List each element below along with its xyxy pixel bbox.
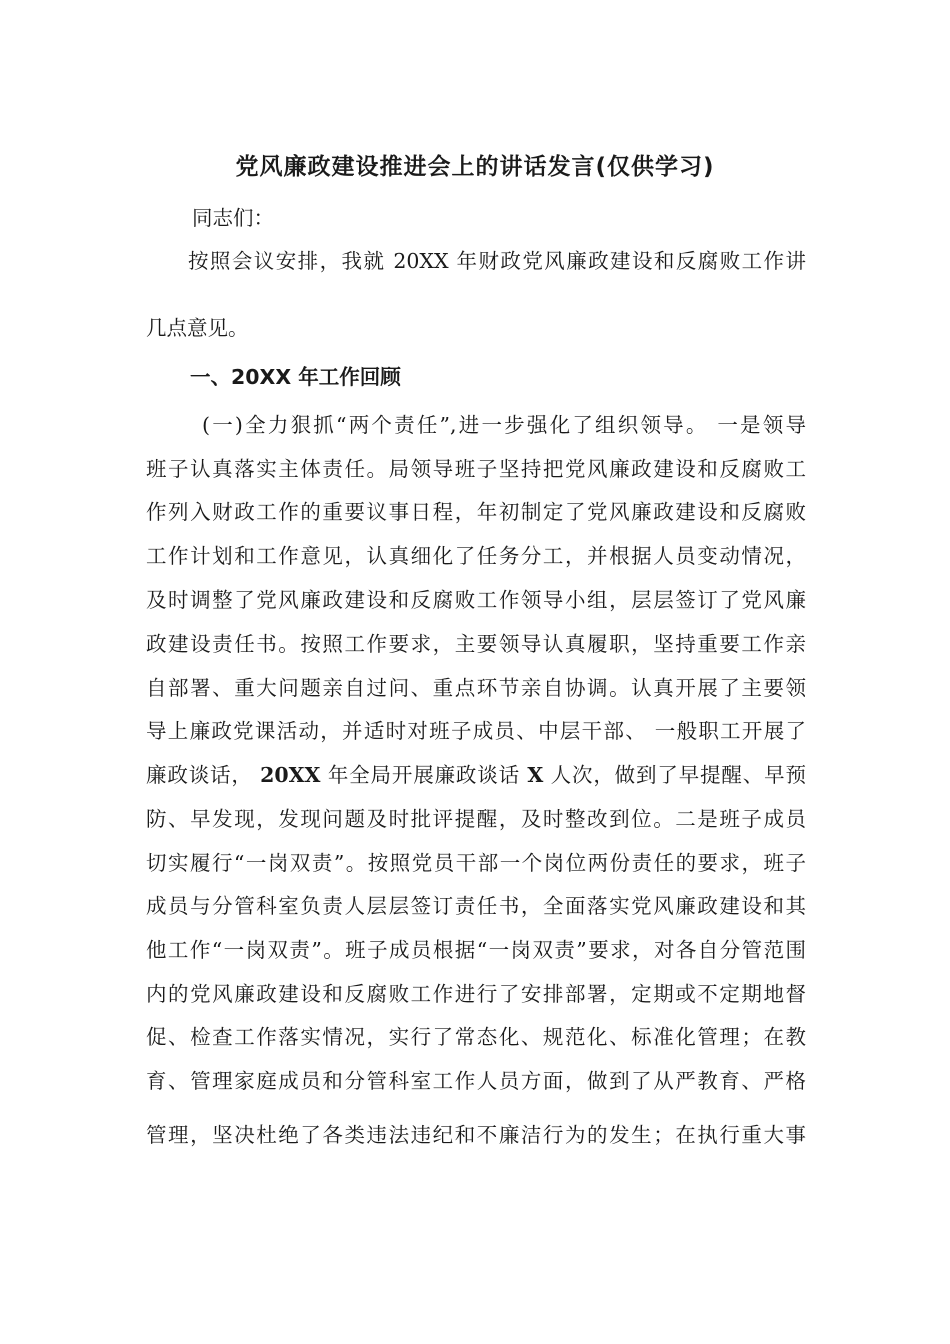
paragraph-line: 促、检查工作落实情况，实行了常态化、规范化、标准化管理；在教 [146, 1025, 806, 1049]
paragraph-line: 政建设责任书。按照工作要求，主要领导认真履职，坚持重要工作亲 [146, 632, 806, 656]
intro-line-1: 按照会议安排，我就 20XX 年财政党风廉政建设和反腐败工作讲 [188, 249, 806, 273]
paragraph-line: 育、管理家庭成员和分管科室工作人员方面，做到了从严教育、严格 [146, 1069, 806, 1093]
paragraph-line-mixed [146, 760, 806, 790]
paragraph-line: (一)全力狠抓“两个责任”,进一步强化了组织领导。 一是领导 [202, 413, 806, 437]
paragraph-line: 作列入财政工作的重要议事日程，年初制定了党风廉政建设和反腐败 [146, 500, 806, 524]
text-run: 廉政谈话， [146, 763, 261, 787]
paragraph-line: 自部署、重大问题亲自过问、重点环节亲自协调。认真开展了主要领 [146, 676, 806, 700]
paragraph-line: 工作计划和工作意见，认真细化了任务分工，并根据人员变动情况， [146, 544, 806, 568]
bold-run-count: X [527, 763, 544, 787]
text-run: 年全局开展廉政谈话 [320, 763, 528, 787]
paragraph-line: 及时调整了党风廉政建设和反腐败工作领导小组，层层签订了党风廉 [146, 588, 806, 612]
paragraph-line: 切实履行“一岗双责”。按照党员干部一个岗位两份责任的要求，班子 [146, 851, 806, 875]
paragraph-line: 班子认真落实主体责任。局领导班子坚持把党风廉政建设和反腐败工 [146, 457, 806, 481]
paragraph-line: 内的党风廉政建设和反腐败工作进行了安排部署，定期或不定期地督 [146, 982, 806, 1006]
paragraph-line: 管理，坚决杜绝了各类违法违纪和不廉洁行为的发生；在执行重大事 [146, 1123, 806, 1147]
paragraph-line: 导上廉政党课活动，并适时对班子成员、中层干部、 一般职工开展了 [146, 719, 806, 743]
text-run: 人次，做到了早提醒、早预 [543, 763, 806, 787]
document-title: 党风廉政建设推进会上的讲话发言(仅供学习) [235, 154, 715, 180]
greeting: 同志们： [192, 206, 274, 230]
paragraph-line: 成员与分管科室负责人层层签订责任书，全面落实党风廉政建设和其 [146, 894, 806, 918]
paragraph-line: 他工作“一岗双责”。班子成员根据“一岗双责”要求，对各自分管范围 [146, 938, 806, 962]
bold-run-year: 20XX [260, 763, 321, 787]
paragraph-line: 防、早发现，发现问题及时批评提醒，及时整改到位。二是班子成员 [146, 807, 806, 831]
intro-line-2: 几点意见。 [146, 316, 249, 340]
section-heading: 一、20XX 年工作回顾 [190, 365, 401, 389]
